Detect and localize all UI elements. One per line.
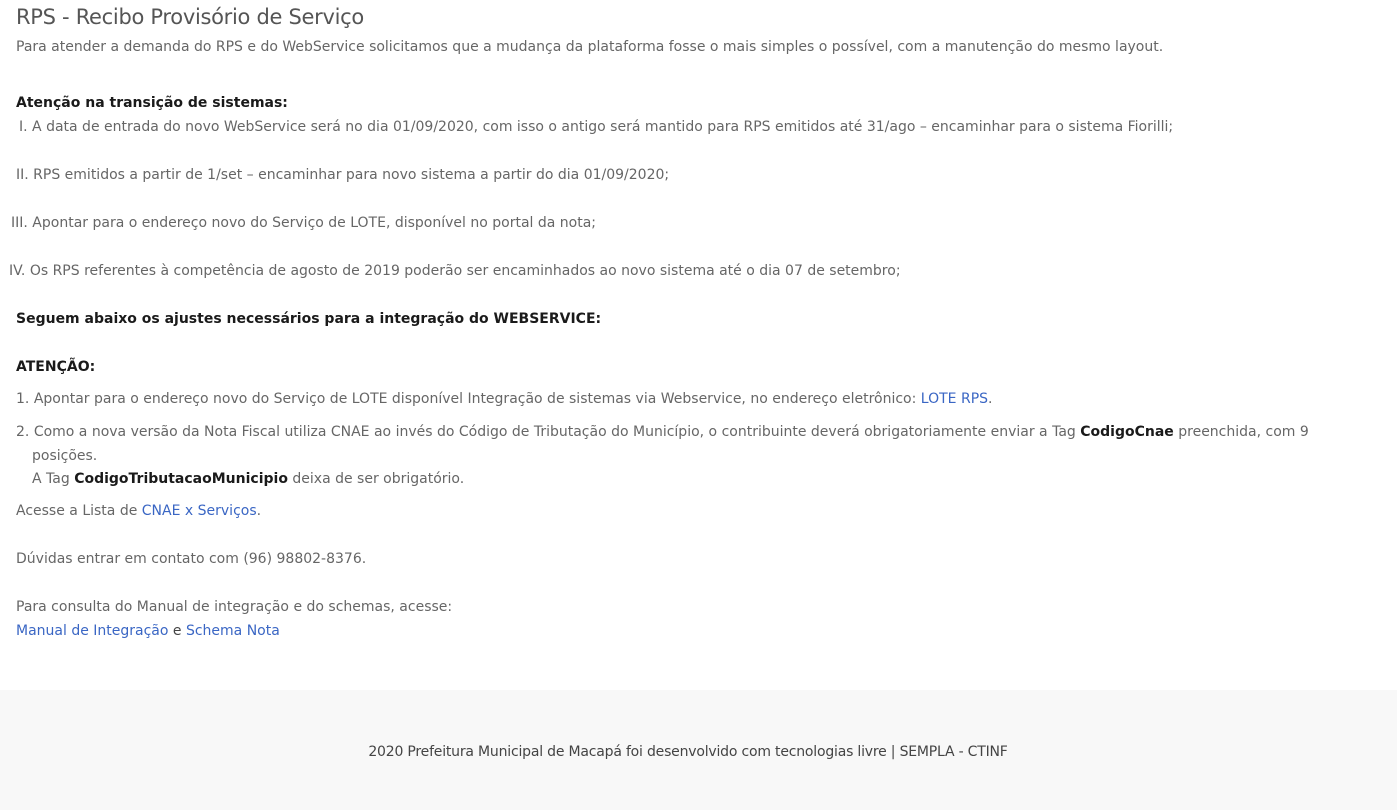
list-marker: III.: [11, 215, 28, 231]
manual-integracao-link[interactable]: Manual de Integração: [16, 623, 169, 639]
list-marker: I.: [19, 119, 28, 135]
transition-heading: Atenção na transição de sistemas:: [16, 95, 288, 111]
manual-links: [16, 621, 280, 641]
tag-codigotributacaomunicipio: CodigoTributacaoMunicipio: [74, 471, 288, 487]
punctuation: .: [256, 503, 262, 519]
list-item-text: Apontar para o endereço novo do Serviço de LOTE disponível Integração de sistemas via Webservice, no endereço eletrônico:: [33, 391, 921, 407]
list-item-text: deixa de ser obrigatório.: [287, 471, 465, 487]
attention-heading: ATENÇÃO:: [16, 359, 96, 375]
cnae-text: Acesse a Lista de: [16, 503, 142, 519]
list-marker: IV.: [9, 263, 26, 279]
manual-text: Para consulta do Manual de integração e do schemas, acesse:: [16, 599, 453, 615]
joiner-text: e: [168, 623, 186, 639]
adjustments-heading: Seguem abaixo os ajustes necessários para a integração do WEBSERVICE:: [16, 311, 602, 327]
contact-text: Dúvidas entrar em contato com (96) 98802-8376.: [16, 551, 367, 567]
list-marker: 2.: [16, 424, 30, 440]
cnae-paragraph: [16, 501, 261, 521]
list-item-text: preenchida, com 9: [1173, 424, 1309, 440]
transition-item-3: [11, 213, 596, 233]
list-item-text: Apontar para o endereço novo do Serviço de LOTE, disponível no portal da nota;: [32, 215, 597, 231]
transition-item-4: [9, 261, 901, 281]
tag-codigocnae: CodigoCnae: [1080, 424, 1174, 440]
lote-rps-link[interactable]: LOTE RPS: [920, 391, 989, 407]
list-item-text: Os RPS referentes à competência de agosto de 2019 poderão ser encaminhados ao novo sistema até o dia 07 de setembro;: [29, 263, 901, 279]
list-item-text: A Tag: [32, 471, 75, 487]
punctuation: .: [988, 391, 993, 407]
list-item-text: Como a nova versão da Nota Fiscal utiliza CNAE ao invés do Código de Tributação do Município, o contribuinte deverá obrigatoriamente enviar a Tag: [33, 424, 1081, 440]
list-marker: II.: [16, 167, 29, 183]
cnae-servicos-link[interactable]: CNAE x Serviços: [141, 503, 257, 519]
page-title: RPS - Recibo Provisório de Serviço: [16, 5, 364, 29]
attention-item-2-line-3: [32, 469, 464, 489]
list-item-text: RPS emitidos a partir de 1/set – encaminhar para novo sistema a partir do dia 01/09/2020;: [33, 167, 670, 183]
transition-item-2: [16, 165, 669, 185]
attention-item-2-line-1: [16, 422, 1309, 442]
footer: [0, 690, 1397, 810]
attention-item-2-line-2: posições.: [32, 448, 98, 464]
transition-item-1: [19, 117, 1173, 137]
schema-nota-link[interactable]: Schema Nota: [185, 623, 280, 639]
intro-text: Para atender a demanda do RPS e do WebService solicitamos que a mudança da plataforma fosse o mais simples o possível, com a manutenção do mesmo layout.: [16, 39, 1164, 55]
footer-text: 2020 Prefeitura Municipal de Macapá foi desenvolvido com tecnologias livre | SEMPLA - CTINF: [368, 744, 1008, 760]
list-item-text: A data de entrada do novo WebService será no dia 01/09/2020, com isso o antigo será mantido para RPS emitidos até 31/ago – encaminhar para o sistema Fiorilli;: [32, 119, 1174, 135]
attention-item-1: [16, 389, 992, 409]
list-marker: 1.: [16, 391, 30, 407]
